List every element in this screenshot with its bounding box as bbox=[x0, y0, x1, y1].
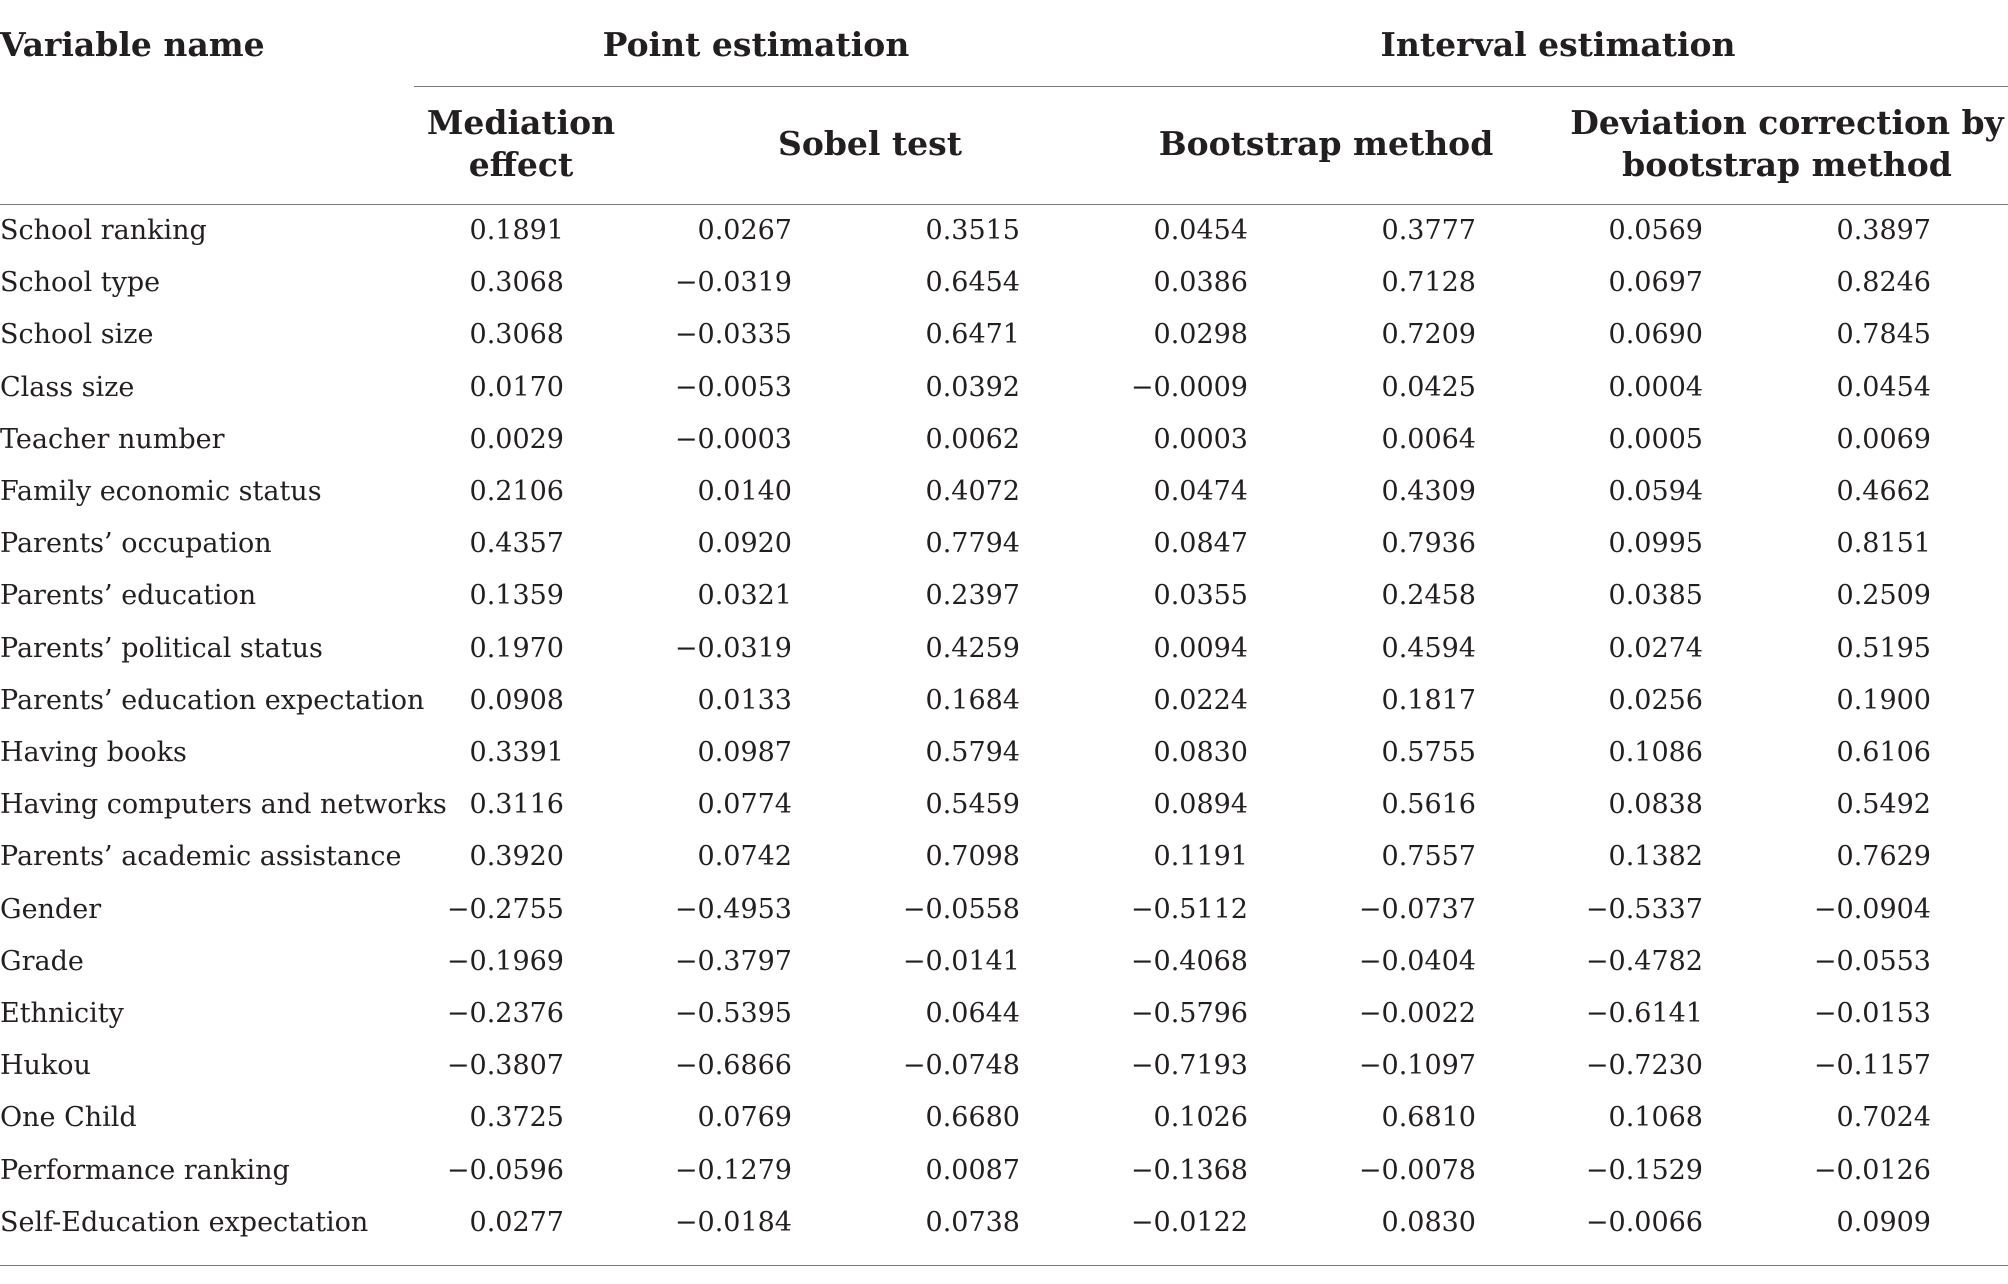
table-row bbox=[0, 466, 2008, 518]
sobel-lower-cell: −0.0335 bbox=[674, 319, 792, 351]
sobel-upper-cell: 0.0062 bbox=[925, 423, 1020, 455]
sobel-lower-cell: 0.0267 bbox=[697, 215, 792, 246]
deviation-upper-cell: 0.8246 bbox=[1836, 267, 1931, 299]
deviation-upper-cell: −0.1157 bbox=[1813, 1050, 1931, 1082]
table-row bbox=[0, 309, 2008, 361]
deviation-upper-cell: −0.0904 bbox=[1813, 893, 1931, 925]
deviation-upper-cell: 0.0909 bbox=[1836, 1206, 1931, 1238]
table-row bbox=[0, 1092, 2008, 1144]
sobel-lower-cell: −0.0319 bbox=[674, 632, 792, 664]
mediation-effect-cell: 0.0277 bbox=[469, 1206, 564, 1238]
deviation-upper-cell: 0.5492 bbox=[1836, 789, 1931, 821]
bootstrap-upper-cell: 0.4309 bbox=[1381, 476, 1476, 507]
table-row bbox=[0, 518, 2008, 570]
bootstrap-upper-cell: −0.0078 bbox=[1358, 1154, 1476, 1186]
bootstrap-upper-cell: 0.6810 bbox=[1381, 1102, 1476, 1134]
header-bootstrap-method: Bootstrap method bbox=[1158, 124, 1494, 163]
table-row bbox=[0, 779, 2008, 831]
sobel-upper-cell: 0.2397 bbox=[925, 580, 1020, 612]
deviation-lower-cell: 0.0690 bbox=[1608, 319, 1703, 351]
variable-name-cell: One Child bbox=[0, 1102, 137, 1134]
deviation-lower-cell: 0.0005 bbox=[1608, 423, 1703, 455]
sobel-upper-cell: 0.5794 bbox=[925, 737, 1020, 768]
deviation-upper-cell: −0.0553 bbox=[1813, 945, 1931, 977]
bootstrap-upper-cell: 0.7557 bbox=[1381, 841, 1476, 873]
sobel-lower-cell: 0.0920 bbox=[697, 528, 792, 560]
bootstrap-lower-cell: −0.7193 bbox=[1130, 1050, 1248, 1082]
deviation-upper-cell: 0.6106 bbox=[1836, 737, 1931, 768]
table-row bbox=[0, 570, 2008, 622]
sobel-lower-cell: 0.0321 bbox=[697, 580, 792, 612]
mediation-effect-cell: 0.3920 bbox=[469, 841, 564, 873]
mediation-effect-cell: 0.3725 bbox=[469, 1102, 564, 1134]
mediation-effect-cell: 0.3391 bbox=[469, 737, 564, 768]
variable-name-cell: Class size bbox=[0, 371, 135, 403]
header-variable-name: Variable name bbox=[0, 25, 265, 64]
sobel-lower-cell: −0.0003 bbox=[674, 423, 792, 455]
mediation-effect-cell: 0.0170 bbox=[469, 371, 564, 403]
deviation-lower-cell: 0.0274 bbox=[1608, 632, 1703, 664]
mediation-effect-cell: −0.0596 bbox=[446, 1154, 564, 1186]
sobel-upper-cell: 0.6471 bbox=[925, 319, 1020, 351]
variable-name-cell: Parents’ academic assistance bbox=[0, 841, 402, 873]
mediation-effect-cell: −0.1969 bbox=[446, 945, 564, 977]
mediation-effect-cell: 0.3116 bbox=[469, 789, 564, 821]
deviation-lower-cell: −0.4782 bbox=[1585, 945, 1703, 977]
mediation-effect-cell: 0.3068 bbox=[469, 267, 564, 299]
sobel-upper-cell: 0.0392 bbox=[925, 371, 1020, 403]
sobel-lower-cell: 0.0133 bbox=[697, 684, 792, 716]
header-mediation-effect-line1: Mediation bbox=[426, 103, 616, 142]
sobel-upper-cell: 0.6680 bbox=[925, 1102, 1020, 1134]
sobel-lower-cell: 0.0769 bbox=[697, 1102, 792, 1134]
sobel-upper-cell: −0.0748 bbox=[902, 1050, 1020, 1082]
table-row bbox=[0, 1197, 2008, 1249]
bootstrap-lower-cell: 0.0003 bbox=[1153, 423, 1248, 455]
deviation-upper-cell: 0.7845 bbox=[1836, 319, 1931, 351]
deviation-lower-cell: 0.0995 bbox=[1608, 528, 1703, 560]
bootstrap-lower-cell: −0.4068 bbox=[1130, 945, 1248, 977]
bootstrap-upper-cell: 0.1817 bbox=[1381, 684, 1476, 716]
variable-name-cell: Having computers and networks bbox=[0, 789, 447, 821]
bootstrap-upper-cell: 0.7128 bbox=[1381, 267, 1476, 299]
bootstrap-lower-cell: 0.0386 bbox=[1153, 267, 1248, 299]
deviation-lower-cell: −0.7230 bbox=[1585, 1050, 1703, 1082]
deviation-upper-cell: 0.0069 bbox=[1836, 423, 1931, 455]
variable-name-cell: School size bbox=[0, 319, 154, 351]
deviation-upper-cell: 0.8151 bbox=[1836, 528, 1931, 560]
header-deviation-correction bbox=[1570, 102, 2003, 186]
bootstrap-lower-cell: −0.1368 bbox=[1130, 1154, 1248, 1186]
deviation-upper-cell: 0.4662 bbox=[1836, 476, 1931, 507]
mediation-effect-cell: 0.0029 bbox=[469, 423, 564, 455]
sobel-lower-cell: −0.3797 bbox=[674, 945, 792, 977]
bootstrap-upper-cell: 0.7936 bbox=[1381, 528, 1476, 560]
bootstrap-lower-cell: 0.0094 bbox=[1153, 632, 1248, 664]
deviation-lower-cell: −0.1529 bbox=[1585, 1154, 1703, 1186]
bootstrap-upper-cell: 0.2458 bbox=[1381, 580, 1476, 612]
deviation-upper-cell: 0.7024 bbox=[1836, 1102, 1931, 1134]
variable-name-cell: Hukou bbox=[0, 1050, 91, 1082]
variable-name-cell: Gender bbox=[0, 893, 102, 925]
table-row bbox=[0, 205, 2008, 257]
sobel-lower-cell: −0.0184 bbox=[674, 1206, 792, 1238]
table-row bbox=[0, 414, 2008, 466]
mediation-effect-cell: 0.1891 bbox=[469, 215, 564, 246]
sobel-lower-cell: −0.4953 bbox=[674, 893, 792, 925]
bootstrap-lower-cell: 0.0454 bbox=[1153, 215, 1248, 246]
table-row bbox=[0, 362, 2008, 414]
variable-name-cell: Ethnicity bbox=[0, 998, 124, 1029]
deviation-lower-cell: 0.0697 bbox=[1608, 267, 1703, 299]
deviation-lower-cell: 0.0569 bbox=[1608, 215, 1703, 246]
sobel-lower-cell: 0.0987 bbox=[697, 737, 792, 768]
deviation-lower-cell: 0.0838 bbox=[1608, 789, 1703, 821]
deviation-upper-cell: 0.2509 bbox=[1836, 580, 1931, 612]
sobel-lower-cell: 0.0140 bbox=[697, 476, 792, 507]
variable-name-cell: Self-Education expectation bbox=[0, 1206, 369, 1238]
variable-name-cell: Parents’ education expectation bbox=[0, 684, 425, 716]
header-mediation-effect-line2: effect bbox=[468, 145, 574, 184]
bootstrap-upper-cell: 0.0425 bbox=[1381, 371, 1476, 403]
variable-name-cell: Having books bbox=[0, 737, 187, 768]
sobel-lower-cell: −0.0053 bbox=[674, 371, 792, 403]
sobel-upper-cell: −0.0141 bbox=[902, 945, 1020, 977]
variable-name-cell: School ranking bbox=[0, 215, 207, 246]
header-point-estimation: Point estimation bbox=[602, 25, 910, 64]
bootstrap-upper-cell: −0.0737 bbox=[1358, 893, 1476, 925]
bootstrap-lower-cell: 0.0355 bbox=[1153, 580, 1248, 612]
sobel-lower-cell: −0.0319 bbox=[674, 267, 792, 299]
sobel-upper-cell: 0.7794 bbox=[925, 528, 1020, 560]
variable-name-cell: Parents’ political status bbox=[0, 632, 323, 664]
sobel-lower-cell: 0.0774 bbox=[697, 789, 792, 821]
mediation-effect-cell: 0.3068 bbox=[469, 319, 564, 351]
bootstrap-lower-cell: 0.0847 bbox=[1153, 528, 1248, 560]
deviation-lower-cell: −0.5337 bbox=[1585, 893, 1703, 925]
variable-name-cell: Parents’ education bbox=[0, 580, 257, 612]
variable-name-cell: School type bbox=[0, 267, 161, 299]
sobel-lower-cell: −0.5395 bbox=[674, 998, 792, 1029]
deviation-lower-cell: 0.0004 bbox=[1608, 371, 1703, 403]
deviation-lower-cell: 0.1068 bbox=[1608, 1102, 1703, 1134]
deviation-upper-cell: 0.1900 bbox=[1836, 684, 1931, 716]
header-sobel-test: Sobel test bbox=[778, 124, 962, 163]
table-row bbox=[0, 884, 2008, 936]
variable-name-cell: Grade bbox=[0, 945, 84, 977]
variable-name-cell: Performance ranking bbox=[0, 1154, 290, 1186]
table-row bbox=[0, 831, 2008, 883]
bootstrap-lower-cell: 0.0894 bbox=[1153, 789, 1248, 821]
bootstrap-lower-cell: 0.0830 bbox=[1153, 737, 1248, 768]
bootstrap-lower-cell: 0.0224 bbox=[1153, 684, 1248, 716]
table-row bbox=[0, 936, 2008, 988]
variable-name-cell: Parents’ occupation bbox=[0, 528, 272, 560]
deviation-lower-cell: 0.0385 bbox=[1608, 580, 1703, 612]
bootstrap-upper-cell: 0.7209 bbox=[1381, 319, 1476, 351]
bootstrap-lower-cell: −0.5796 bbox=[1130, 998, 1248, 1029]
mediation-effect-cell: 0.4357 bbox=[469, 528, 564, 560]
bootstrap-lower-cell: 0.1026 bbox=[1153, 1102, 1248, 1134]
header-mediation-effect bbox=[427, 102, 615, 186]
deviation-lower-cell: 0.1086 bbox=[1608, 737, 1703, 768]
variable-name-cell: Teacher number bbox=[0, 423, 225, 455]
sobel-upper-cell: 0.7098 bbox=[925, 841, 1020, 873]
bootstrap-upper-cell: 0.0064 bbox=[1381, 423, 1476, 455]
deviation-lower-cell: −0.0066 bbox=[1585, 1206, 1703, 1238]
bootstrap-lower-cell: 0.0298 bbox=[1153, 319, 1248, 351]
mediation-effect-cell: 0.1359 bbox=[469, 580, 564, 612]
deviation-upper-cell: 0.0454 bbox=[1836, 371, 1931, 403]
header-interval-estimation: Interval estimation bbox=[1380, 25, 1736, 64]
bootstrap-upper-cell: −0.1097 bbox=[1358, 1050, 1476, 1082]
sobel-upper-cell: 0.0087 bbox=[925, 1154, 1020, 1186]
bootstrap-lower-cell: −0.0122 bbox=[1130, 1206, 1248, 1238]
header-deviation-line2: bootstrap method bbox=[1622, 145, 1952, 184]
mediation-effect-cell: −0.2376 bbox=[446, 998, 564, 1029]
header-span-rule bbox=[414, 86, 2008, 87]
table-row bbox=[0, 1145, 2008, 1197]
bootstrap-lower-cell: 0.1191 bbox=[1153, 841, 1248, 873]
bootstrap-upper-cell: 0.0830 bbox=[1381, 1206, 1476, 1238]
mediation-effect-cell: 0.2106 bbox=[469, 476, 564, 507]
sobel-upper-cell: 0.5459 bbox=[925, 789, 1020, 821]
table-bottom-rule bbox=[0, 1265, 2008, 1266]
deviation-upper-cell: −0.0153 bbox=[1813, 998, 1931, 1029]
sobel-lower-cell: −0.1279 bbox=[674, 1154, 792, 1186]
sobel-upper-cell: 0.3515 bbox=[925, 215, 1020, 246]
deviation-lower-cell: 0.1382 bbox=[1608, 841, 1703, 873]
sobel-upper-cell: 0.4259 bbox=[925, 632, 1020, 664]
table-row bbox=[0, 1040, 2008, 1092]
sobel-upper-cell: −0.0558 bbox=[902, 893, 1020, 925]
mediation-effect-cell: −0.2755 bbox=[446, 893, 564, 925]
deviation-upper-cell: 0.7629 bbox=[1836, 841, 1931, 873]
variable-name-cell: Family economic status bbox=[0, 476, 322, 507]
sobel-upper-cell: 0.6454 bbox=[925, 267, 1020, 299]
bootstrap-lower-cell: −0.0009 bbox=[1130, 371, 1248, 403]
sobel-upper-cell: 0.1684 bbox=[925, 684, 1020, 716]
mediation-effect-cell: 0.0908 bbox=[469, 684, 564, 716]
bootstrap-upper-cell: −0.0404 bbox=[1358, 945, 1476, 977]
table-row bbox=[0, 257, 2008, 309]
deviation-lower-cell: 0.0256 bbox=[1608, 684, 1703, 716]
table-row bbox=[0, 727, 2008, 779]
bootstrap-upper-cell: 0.3777 bbox=[1381, 215, 1476, 246]
deviation-lower-cell: 0.0594 bbox=[1608, 476, 1703, 507]
sobel-lower-cell: −0.6866 bbox=[674, 1050, 792, 1082]
bootstrap-upper-cell: −0.0022 bbox=[1358, 998, 1476, 1029]
deviation-upper-cell: 0.3897 bbox=[1836, 215, 1931, 246]
mediation-effect-cell: −0.3807 bbox=[446, 1050, 564, 1082]
deviation-upper-cell: 0.5195 bbox=[1836, 632, 1931, 664]
table-row bbox=[0, 988, 2008, 1040]
sobel-upper-cell: 0.0644 bbox=[925, 998, 1020, 1029]
table-row bbox=[0, 623, 2008, 675]
sobel-upper-cell: 0.4072 bbox=[925, 476, 1020, 507]
deviation-lower-cell: −0.6141 bbox=[1585, 998, 1703, 1029]
bootstrap-upper-cell: 0.5616 bbox=[1381, 789, 1476, 821]
sobel-lower-cell: 0.0742 bbox=[697, 841, 792, 873]
bootstrap-upper-cell: 0.5755 bbox=[1381, 737, 1476, 768]
sobel-upper-cell: 0.0738 bbox=[925, 1206, 1020, 1238]
deviation-upper-cell: −0.0126 bbox=[1813, 1154, 1931, 1186]
header-deviation-line1: Deviation correction by bbox=[1570, 103, 2004, 142]
mediation-effect-cell: 0.1970 bbox=[469, 632, 564, 664]
table-row bbox=[0, 675, 2008, 727]
bootstrap-lower-cell: 0.0474 bbox=[1153, 476, 1248, 507]
bootstrap-upper-cell: 0.4594 bbox=[1381, 632, 1476, 664]
bootstrap-lower-cell: −0.5112 bbox=[1130, 893, 1248, 925]
